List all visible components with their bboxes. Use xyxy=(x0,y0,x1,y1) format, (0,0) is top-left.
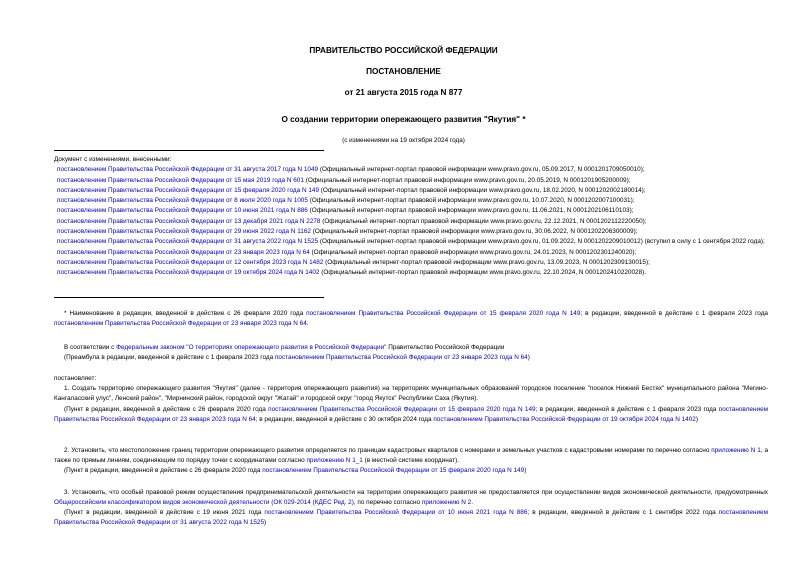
note-text: ; в редакции, введенной в действие с 30 октября 2024 года xyxy=(255,416,434,424)
preamble-text: В соответствии с xyxy=(64,344,117,351)
paragraph-text: 2. Установить, что местоположение границ территории опережающего развития определяется по границам кадастровых кварталов с номерами и земельных участков с кадастровыми номерами по перечню согласно xyxy=(64,447,712,454)
note-text: ) xyxy=(264,519,267,527)
appendix-1-1-link[interactable]: приложению N 1_1 xyxy=(306,457,363,465)
change-text: (Официальный интернет-портал правовой информации www.pravo.gov.ru, 24.01.2023, N 0001202301240020); xyxy=(309,248,637,256)
change-text: (Официальный интернет-портал правовой информации www.pravo.gov.ru, 20.05.2019, N 0001201905200009); xyxy=(303,176,631,184)
change-text: (Официальный интернет-портал правовой информации www.pravo.gov.ru, 22.12.2021, N 0001202112220050); xyxy=(320,217,647,225)
decree-word: постановляет: xyxy=(54,375,97,382)
change-text: (Официальный интернет-портал правовой информации www.pravo.gov.ru, 13.09.2023, N 0001202309130015); xyxy=(323,258,650,266)
footnote-text: ; в редакции, введенной в действие с 1 февраля 2023 года xyxy=(580,310,768,317)
change-link[interactable]: постановлением Правительства Российской Федерации от 31 августа 2022 года N 1525 xyxy=(57,238,319,246)
okved-link[interactable]: Общероссийским классификатором видов экономической деятельности (ОК 029-2014 (КДЕС Ред. 2) xyxy=(54,499,354,507)
date-number-heading: от 21 августа 2015 года N 877 xyxy=(344,88,463,97)
note-link[interactable]: постановлением Правительства Российской Федерации от 10 июня 2021 года N 886 xyxy=(264,509,528,516)
change-text: (Официальный интернет-портал правовой информации www.pravo.gov.ru, 22.10.2024, N 0001202410220028). xyxy=(319,269,647,277)
paragraph-text: , по перечню согласно xyxy=(353,499,422,507)
change-link[interactable]: постановлением Правительства Российской Федерации от 8 июля 2020 года N 1005 xyxy=(57,197,308,205)
changes-list xyxy=(54,155,768,279)
note-text: (Преамбула в редакции, введенной в действие с 1 февраля 2023 года xyxy=(64,354,275,361)
government-heading: ПРАВИТЕЛЬСТВО РОССИЙСКОЙ ФЕДЕРАЦИИ xyxy=(309,46,498,55)
change-link[interactable]: постановлением Правительства Российской Федерации от 23 января 2023 года N 64 xyxy=(57,248,310,256)
paragraph-3-note xyxy=(54,508,768,529)
note-text: ; в редакции, введенной в действие с 1 сентября 2022 года xyxy=(527,509,719,516)
note-text: (Пункт в редакции, введенной в действие с 26 февраля 2020 года xyxy=(64,406,269,413)
paragraph-2-note xyxy=(54,466,768,476)
note-text: ; в редакции, введенной в действие с 1 февраля 2023 года xyxy=(535,406,719,413)
paragraph-3 xyxy=(54,488,768,509)
note-text: ) xyxy=(527,354,530,361)
note-text: (Пункт в редакции, введенной в действие с 26 февраля 2020 года xyxy=(64,467,263,474)
title-footnote xyxy=(54,309,768,330)
note-link[interactable]: постановлением Правительства Российской Федерации от 31 августа 2022 года N 1525 xyxy=(54,509,768,527)
change-link[interactable]: постановлением Правительства Российской Федерации от 29 июня 2022 года N 1162 xyxy=(57,228,311,236)
note-link[interactable]: постановлением Правительства Российской Федерации от 15 февраля 2020 года N 149 xyxy=(262,467,525,474)
change-text: (Официальный интернет-портал правовой информации www.pravo.gov.ru, 18.02.2020, N 0001202002180014); xyxy=(319,186,646,194)
note-link[interactable]: постановлением Правительства Российской Федерации от 23 января 2023 года N 64 xyxy=(274,354,528,361)
edition-note: (с изменениями на 19 октября 2024 года) xyxy=(342,137,465,144)
paragraph-text: , а также по прямым линиям, соединяющим по порядку точки с координатами согласно xyxy=(54,447,769,465)
paragraph-1: 1. Создать территорию опережающего развития "Якутия" (далее - территория опережающего развития) на территориях муниципальных образований городское поселение "поселок Нижний Бестях" муниципального района "Мегино-Кангаласский улус", Ленский район", "Мирнинский район, городской округ "Жатай" и городской округ "город Якутск" Республики Саха (Якутия). xyxy=(54,385,768,403)
doc-type-heading: ПОСТАНОВЛЕНИЕ xyxy=(366,67,441,76)
preamble-note xyxy=(54,353,768,363)
preamble xyxy=(54,343,768,353)
note-text: ) xyxy=(695,416,698,424)
change-text: (Официальный интернет-портал правовой информации www.pravo.gov.ru, 01.09.2022, N 0001202209010012) (вступил в силу с 1 сентября 2022 года); xyxy=(318,238,765,246)
federal-law-link[interactable]: Федеральным законом "О территориях опережающего развития в Российской Федерации" xyxy=(116,344,387,351)
preamble-text: Правительство Российской Федерации xyxy=(386,344,505,351)
note-text: ) xyxy=(524,467,527,474)
note-text: (Пункт в редакции, введенной в действие с 19 июня 2021 года xyxy=(64,509,265,516)
change-text: (Официальный интернет-портал правовой информации www.pravo.gov.ru, 10.07.2020, N 0001202007100031); xyxy=(307,197,635,205)
change-link[interactable]: постановлением Правительства Российской Федерации от 12 сентября 2023 года N 1482 xyxy=(57,258,324,266)
appendix-2-link[interactable]: приложению N 2 xyxy=(421,499,472,507)
change-link[interactable]: постановлением Правительства Российской Федерации от 15 февраля 2020 года N 149 xyxy=(57,186,320,194)
change-link[interactable]: постановлением Правительства Российской Федерации от 31 августа 2017 года N 1049 xyxy=(57,166,319,174)
note-link[interactable]: постановлением Правительства Российской Федерации от 15 февраля 2020 года N 149 xyxy=(268,406,536,413)
change-text: (Официальный интернет-портал правовой информации www.pravo.gov.ru, 11.06.2021, N 0001202106110103); xyxy=(307,207,634,215)
separator-line xyxy=(54,297,324,298)
footnote-link[interactable]: постановлением Правительства Российской Федерации от 23 января 2023 года N 64 xyxy=(54,320,307,328)
paragraph-text: . xyxy=(471,499,473,507)
changes-intro: Документ с изменениями, внесенными: xyxy=(54,156,172,163)
footnote-text: * Наименование в редакции, введенной в действие с 26 февраля 2020 года xyxy=(64,310,307,317)
change-text: (Официальный интернет-портал правовой информации www.pravo.gov.ru, 30.06.2022, N 0001202206300009); xyxy=(310,228,638,236)
appendix-1-link[interactable]: приложению N 1 xyxy=(711,447,761,454)
change-text: (Официальный интернет-портал правовой информации www.pravo.gov.ru, 05.09.2017, N 0001201709050010); xyxy=(318,166,645,174)
paragraph-1-note xyxy=(54,405,768,426)
footnote-link[interactable]: постановлением Правительства Российской Федерации от 15 февраля 2020 года N 149 xyxy=(306,310,581,317)
footnote-text: . xyxy=(306,320,309,328)
note-link[interactable]: постановлением Правительства Российской Федерации от 23 января 2023 года N 64 xyxy=(54,406,769,424)
paragraph-text: 3. Установить, что особый правовой режим осуществления предпринимательской деятельности на территории опережающего развития не предоставляется при осуществлении видов экономической деятельности, предусмотренных xyxy=(64,489,768,496)
change-link[interactable]: постановлением Правительства Российской Федерации от 13 декабря 2021 года N 2278 xyxy=(57,217,321,225)
change-link[interactable]: постановлением Правительства Российской Федерации от 19 октября 2024 года N 1402 xyxy=(57,269,320,277)
document-title: О создании территории опережающего развития "Якутия" * xyxy=(281,115,526,124)
change-link[interactable]: постановлением Правительства Российской Федерации от 15 мая 2019 года N 601 xyxy=(57,176,304,184)
paragraph-text: (в местной системе координат). xyxy=(362,457,459,465)
note-link[interactable]: постановлением Правительства Российской Федерации от 19 октября 2024 года N 1402 xyxy=(433,416,696,424)
change-link[interactable]: постановлением Правительства Российской Федерации от 10 июня 2021 года N 886 xyxy=(57,207,308,215)
separator-line xyxy=(54,150,324,151)
paragraph-2 xyxy=(54,446,768,467)
